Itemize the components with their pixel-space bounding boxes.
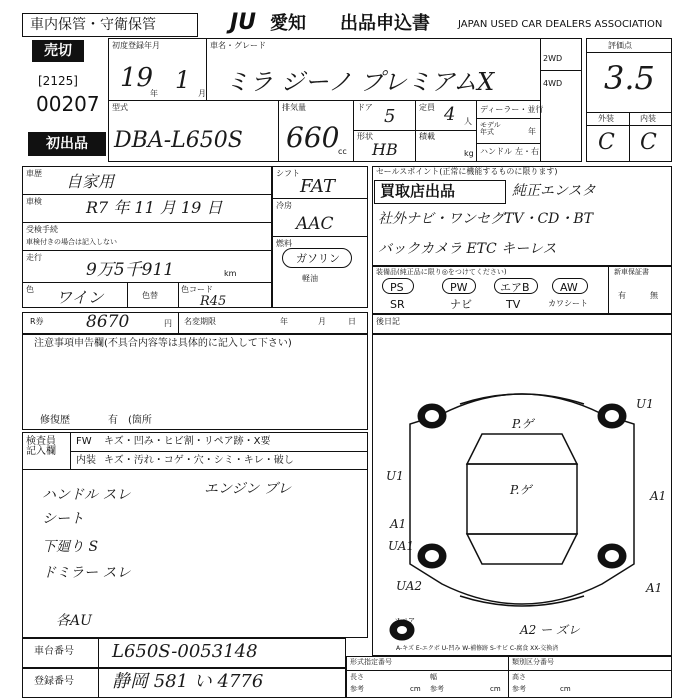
displacement-value: 660 xyxy=(286,121,340,154)
windshield xyxy=(467,434,577,464)
mark-u1-right: U1 xyxy=(636,397,654,411)
recycle-label: R券 xyxy=(30,317,44,326)
shape-value: HB xyxy=(372,140,398,159)
handle-options: 左・右 xyxy=(515,147,539,156)
doors-value: 5 xyxy=(384,106,396,127)
warranty-has: 有 xyxy=(618,291,626,300)
inspection-note-label: 受検手続 xyxy=(26,225,58,234)
sales-line-2: 社外ナビ・ワンセグTV・CD・BT xyxy=(378,211,594,227)
detail-block xyxy=(22,166,272,308)
class-label: 類別区分番号 xyxy=(512,658,554,666)
equip-aw-circle xyxy=(552,278,588,294)
color-label: 色 xyxy=(26,285,34,294)
km-unit: km xyxy=(224,269,237,278)
roof xyxy=(467,464,577,534)
equip-pw: PW xyxy=(450,281,468,294)
name-change-year: 年 xyxy=(280,317,288,326)
buyer-store-label: 買取店出品 xyxy=(380,182,456,200)
note-line-2: シート xyxy=(42,511,84,527)
equip-ps: PS xyxy=(390,281,404,294)
hood-line xyxy=(460,394,584,404)
equip-airbag-circle xyxy=(494,278,538,294)
car-name-label: 車名・グレード xyxy=(210,41,266,50)
damage-legend: A-キズ E-エクボ U-凹み W-補修跡 S-サビ C-腐食 XX-交換済 xyxy=(396,645,559,652)
inspection-sub-label: 車検付きの場合は記入しない xyxy=(26,238,117,246)
person-unit: 人 xyxy=(464,117,472,126)
equip-aw: AW xyxy=(560,281,578,294)
cc-unit: cc xyxy=(338,147,347,156)
chassis-label: 車台番号 xyxy=(34,646,74,657)
spare-label: スペア xyxy=(394,617,415,625)
equip-tv: TV xyxy=(506,298,521,311)
warranty-none: 無 xyxy=(650,291,658,300)
code-label: [2125] xyxy=(38,74,78,88)
month-unit: 月 xyxy=(198,89,206,98)
repair-part-label: (箇所 xyxy=(128,415,152,426)
notes-header: 注意事項申告欄(不具合内容等は具体的に記入して下さい) xyxy=(34,338,292,349)
ju-logo: JU xyxy=(230,10,257,35)
interior-grade: C xyxy=(640,130,657,155)
yen-unit: 円 xyxy=(164,319,172,328)
new-warranty-label: 新車保証書 xyxy=(614,268,649,276)
mark-ua2: UA2 xyxy=(396,579,423,593)
model-type-label: 型式 xyxy=(112,103,128,112)
rear-window xyxy=(467,534,577,564)
car-name-value: ミラ ジーノ プレミアムX xyxy=(225,68,495,96)
sales-line-3: バックカメラ ETC キーレス xyxy=(378,241,557,257)
aircon-value: AAC xyxy=(296,214,334,234)
color-change-label: 色替 xyxy=(142,291,158,300)
width-label: 幅 xyxy=(430,673,437,681)
name-change-month: 月 xyxy=(318,317,326,326)
mark-a2-bumper: A2 ー ズレ xyxy=(520,623,580,637)
score-value: 3.5 xyxy=(604,59,655,97)
recycle-value: 8670 xyxy=(86,312,130,332)
dealer-label: ディーラー・並行 xyxy=(480,105,544,114)
mileage-value: 9万5千911 xyxy=(86,260,175,280)
name-change-day: 日 xyxy=(348,317,356,326)
first-reg-month: 1 xyxy=(175,66,191,94)
color-code-label: 色コード xyxy=(181,285,213,294)
fuel-value: ガソリン xyxy=(296,252,340,265)
capacity-label: 定員 xyxy=(419,103,435,112)
sales-point-label: セールスポイント(正常に機能するものに限ります) xyxy=(376,167,558,176)
capacity-value: 4 xyxy=(444,104,456,125)
plate-value: 静岡 581 い 4776 xyxy=(112,671,264,692)
color-value: ワイン xyxy=(56,288,104,307)
exterior-grade: C xyxy=(598,130,615,155)
diagram-mark-top: P.ゲ xyxy=(512,417,534,431)
lot-number: 00207 xyxy=(36,92,100,116)
ref-label-3: 参考 xyxy=(512,685,526,693)
length-label: 長さ xyxy=(350,673,364,681)
doors-label: ドア xyxy=(357,103,373,112)
repair-yes: 有 xyxy=(108,415,118,426)
ref-label-2: 参考 xyxy=(430,685,444,693)
aircon-label: 冷房 xyxy=(276,201,292,210)
mark-ua1-left: UA1 xyxy=(388,539,415,553)
frame-fw-label: FW xyxy=(76,436,92,447)
form-title: 出品申込書 xyxy=(340,13,430,34)
year-unit: 年 xyxy=(150,89,158,98)
shape-label: 形状 xyxy=(357,132,373,141)
diagram-mark-center: P.ゲ xyxy=(510,483,532,497)
exterior-label: 外装 xyxy=(598,114,614,123)
chassis-value: L650S-0053148 xyxy=(112,641,258,662)
mark-u1-left: U1 xyxy=(386,469,404,483)
ref-label-1: 参考 xyxy=(350,685,364,693)
equip-pw-circle xyxy=(442,278,476,294)
mark-a1-right: A1 xyxy=(650,489,667,503)
equip-airbag: エアB xyxy=(500,281,530,294)
wd4-option: 4WD xyxy=(543,79,563,88)
association-name: JAPAN USED CAR DEALERS ASSOCIATION xyxy=(458,19,663,30)
interior-label: 内装 xyxy=(640,114,656,123)
post-fit-label: 後日記 xyxy=(376,317,400,326)
fuel-label: 燃料 xyxy=(276,239,292,248)
equip-kawashiito: カワシート xyxy=(548,299,588,308)
inspection-value: R7 年 11 月 19 日 xyxy=(86,198,223,217)
interior-row-label: 内装 xyxy=(76,455,96,466)
sold-badge: 売切 xyxy=(32,40,84,62)
org-name: 愛知 xyxy=(270,13,306,34)
light-oil-option: 軽油 xyxy=(302,274,318,283)
shift-label: シフト xyxy=(276,169,300,178)
first-reg-year: 19 xyxy=(120,63,154,93)
equip-ps-circle xyxy=(382,278,414,294)
score-label: 評価点 xyxy=(608,41,632,50)
note-line-3: 下廻り S xyxy=(42,539,99,555)
storage-label: 車内保管・守衛保管 xyxy=(30,17,156,33)
note-engine: エンジン ブレ xyxy=(204,481,292,497)
displacement-label: 排気量 xyxy=(282,103,306,112)
plate-label: 登録番号 xyxy=(34,676,74,687)
post-fit-block xyxy=(372,314,672,334)
payload-label: 積載 xyxy=(419,132,435,141)
mark-a1-rear: A1 xyxy=(646,581,663,595)
wd2-option: 2WD xyxy=(543,54,563,63)
interior-items-label: キズ・汚れ・コゲ・穴・シミ・キレ・破し xyxy=(104,455,294,466)
model-id-label: 形式指定番号 xyxy=(350,658,392,666)
handle-label: ハンドル xyxy=(480,147,512,156)
first-reg-label: 初度登録年月 xyxy=(112,41,160,50)
note-line-1: ハンドル スレ xyxy=(42,487,131,503)
mileage-label: 走行 xyxy=(26,253,42,262)
name-change-label: 名変期限 xyxy=(184,317,216,326)
color-code-value: R45 xyxy=(200,294,227,309)
cm-unit-3: cm xyxy=(560,685,571,693)
note-line-4: ドミラー スレ xyxy=(42,565,131,581)
height-label: 高さ xyxy=(512,673,526,681)
inspector-label: 検査員 記入欄 xyxy=(26,436,56,457)
first-listing-badge: 初出品 xyxy=(28,132,106,156)
model-type-value: DBA-L650S xyxy=(114,128,243,153)
note-line-5: 各AU xyxy=(56,613,92,629)
equip-navi: ナビ xyxy=(450,298,472,311)
cm-unit-1: cm xyxy=(410,685,421,693)
usage-value: 自家用 xyxy=(66,172,115,191)
frame-items-label: キズ・凹み・ヒビ割・リペア跡・X要 xyxy=(104,436,271,447)
equip-sr: SR xyxy=(390,298,405,311)
sales-line-1: 純正エンスタ xyxy=(512,183,596,199)
shift-value: FAT xyxy=(300,176,335,197)
repair-history-label: 修復歴 xyxy=(40,415,70,426)
cm-unit-2: cm xyxy=(490,685,501,693)
equipment-label: 装備品(純正品に限り◎をつけてください) xyxy=(376,268,507,276)
model-year-label: モデル 年式 xyxy=(480,121,501,136)
inspection-label: 車検 xyxy=(26,197,42,206)
usage-label: 車歴 xyxy=(26,169,42,178)
model-year-unit: 年 xyxy=(528,127,536,136)
mark-a1-left: A1 xyxy=(390,517,407,531)
kg-unit: kg xyxy=(464,149,474,158)
spec-block xyxy=(346,656,672,698)
